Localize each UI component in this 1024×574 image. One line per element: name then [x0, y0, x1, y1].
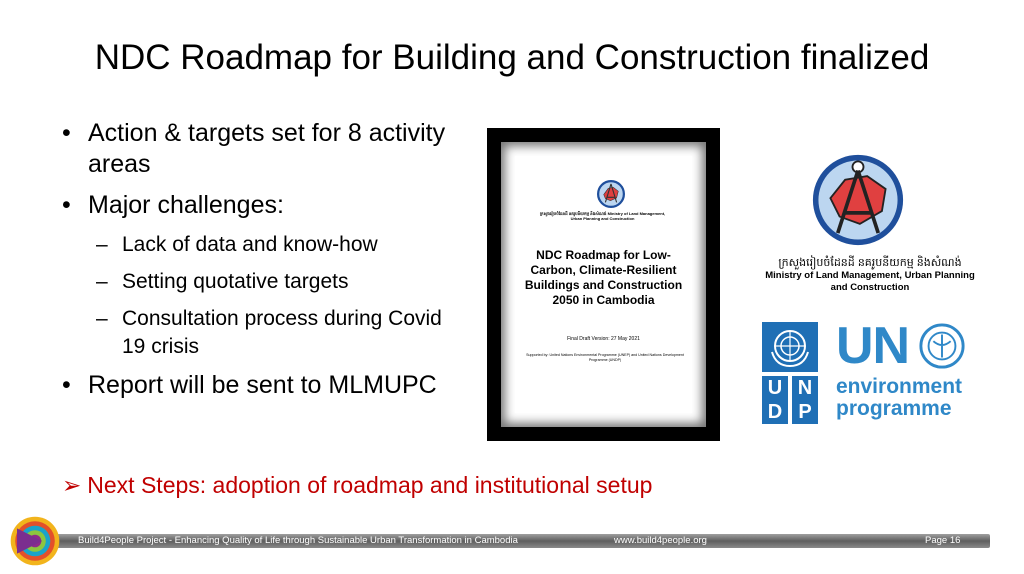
undp-logo [762, 322, 818, 424]
footer-page-number: Page 16 [925, 535, 961, 546]
ministry-logo-icon [812, 154, 904, 246]
undp-emblem-panel [762, 322, 818, 372]
next-steps: ➢ Next Steps: adoption of roadmap and institutional setup [62, 472, 653, 498]
footer-project: Build4People Project - Enhancing Quality of Life through Sustainable Urban Transformation in Cambodia [78, 535, 518, 546]
dash-icon: – [96, 307, 108, 330]
bullet-dot-icon: • [62, 119, 71, 147]
ministry-seal-icon [597, 180, 625, 208]
ministry-name-khmer: ក្រសួងរៀបចំដែនដី នគរូបនីយកម្ម និងសំណង់ [778, 257, 962, 269]
bullet-item: • Action & targets set for 8 activity areas [62, 119, 446, 178]
document-page [515, 156, 692, 413]
undp-letter-d: D [762, 400, 788, 424]
undp-letter-u: U [762, 376, 788, 400]
document-title: NDC Roadmap for Low-Carbon, Climate-Resilient Buildings and Construction 2050 in Cambodia [524, 248, 683, 307]
document-ministry: ក្រសួងរៀបចំដែនដី នគរូបនីយកម្ម និងសំណង់ Ministry of Land Management, Urban Planning and Construction [539, 211, 666, 221]
arrow-right-icon: ➢ [62, 472, 82, 498]
unep-logo-subtitle: environment programme [836, 375, 963, 420]
un-emblem-icon [762, 322, 818, 372]
bullet-dot-icon: • [62, 191, 71, 219]
bullet-dot-icon: • [62, 371, 71, 399]
bullet-list [62, 118, 462, 411]
document-version: Final Draft Version: 27 May 2021 [567, 336, 640, 342]
dash-icon: – [96, 270, 108, 293]
unep-logo-word: UN [836, 317, 910, 375]
sub-bullet-item: – Setting quotative targets [62, 268, 462, 296]
ministry-name-english: Ministry of Land Management, Urban Planning and Construction [765, 270, 975, 293]
footer-url[interactable]: www.build4people.org [614, 535, 707, 546]
slide-title: NDC Roadmap for Building and Construction finalized [94, 38, 930, 77]
undp-letter-p: P [792, 400, 818, 424]
document-cover-image [487, 128, 720, 441]
sub-bullet-item: – Lack of data and know-how [62, 231, 462, 259]
sub-bullet-item: – Consultation process during Covid 19 crisis [96, 307, 442, 358]
build4people-logo-icon [8, 514, 62, 568]
unep-emblem-icon [918, 322, 966, 370]
document-frame-inner [501, 142, 706, 427]
bullet-item: • Major challenges: [62, 191, 284, 219]
bullet-item: • Report will be sent to MLMUPC [62, 371, 437, 399]
undp-letter-n: N [792, 376, 818, 400]
dash-icon: – [96, 233, 108, 256]
document-support: Supported by: United Nations Environmental Programme (UNEP) and United Nations Development Programme (UNDP) [526, 353, 684, 362]
